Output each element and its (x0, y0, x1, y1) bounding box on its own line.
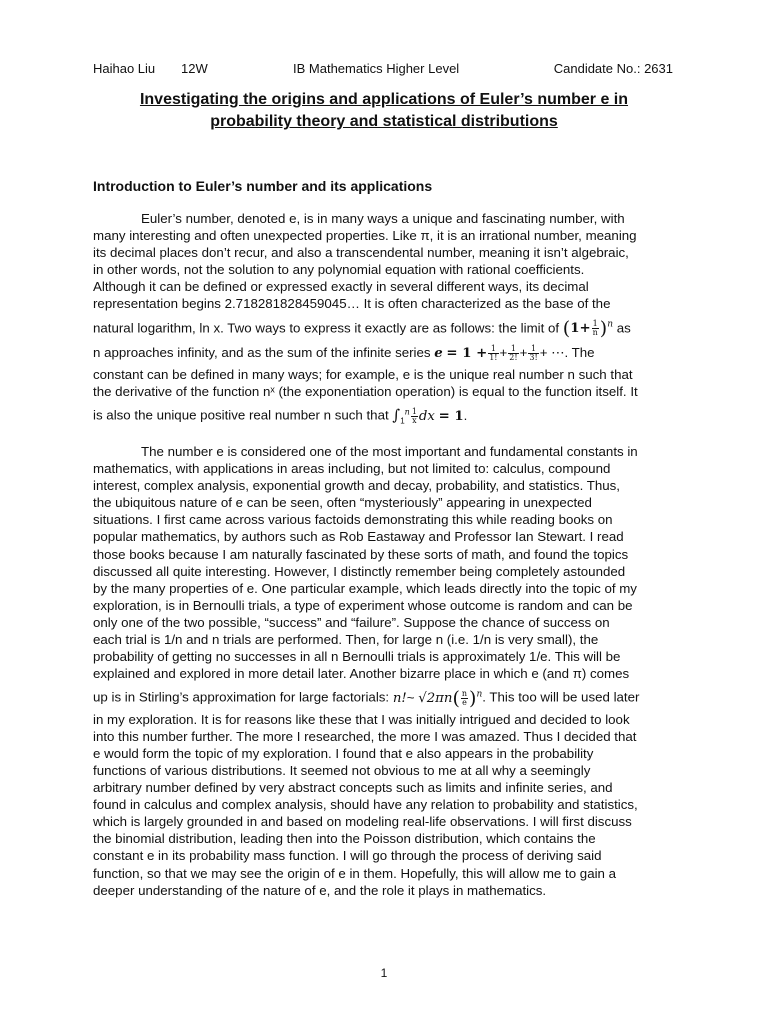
p1-line: is also the unique positive real number n such that (93, 407, 389, 423)
p2-line: deeper understanding of the nature of e, and the role it plays in mathematics. (93, 882, 547, 898)
paragraph-2 (93, 443, 673, 899)
p2-line: e would form the topic of my exploration. I found that e also appears in the probability (93, 745, 594, 761)
p2-line: popular mathematics, by authors such as Rob Eastaway and Professor Ian Stewart. I read (93, 529, 624, 545)
p1-line: representation begins 2.718281828459045… It is often characterized as the base of the (93, 296, 611, 312)
p1-line: Euler’s number, denoted e, is in many ways a unique and fascinating number, with (141, 211, 625, 226)
candidate-number: Candidate No.: 2631 (553, 61, 673, 76)
paragraph-1 (93, 210, 673, 433)
course-name: IB Mathematics Higher Level (293, 61, 460, 76)
p1-line: Although it can be defined or expressed exactly in several different ways, its decimal (93, 279, 589, 295)
p2-line: only one of the two possible, “success” and “failure”. Suppose the chance of success on (93, 614, 610, 630)
p1-line: n approaches infinity, and as the sum of the infinite series (93, 344, 431, 360)
p1-line: constant can be defined in many ways; for example, e is the unique real number n such that (93, 366, 633, 382)
p1-line: its decimal places don’t recur, and also a transcendental number, meaning it isn’t algebraic, (93, 245, 629, 261)
document-title (93, 89, 675, 133)
p2-line: arbitrary number defined by very abstract concepts such as limits and infinite series, and (93, 780, 613, 796)
p1-line: in other words, not the solution to any polynomial equation with rational coefficients. (93, 262, 585, 278)
title-line-2: probability theory and statistical distributions (210, 113, 558, 130)
p2-line: situations. I first came across various factoids demonstrating this while reading books on (93, 512, 613, 528)
p2-line: in my exploration. It is for reasons like these that I was initially intrigued and decided to look (93, 711, 630, 727)
p2-line: . This too will be used later (482, 689, 640, 705)
p2-line: into this number further. The more I researched, the more I was amazed. Thus I decided that (93, 728, 637, 744)
p1-line: many interesting and often unexpected properties. Like π, it is an irrational number, meaning (93, 228, 637, 244)
p2-line: the binomial distribution, leading then into the Poisson distribution, which contains the (93, 831, 596, 847)
page-header (93, 61, 675, 79)
p2-line: constant e in its probability mass function. I will go through the process of deriving said (93, 848, 602, 864)
p2-line: exploration, is in Bernoulli trials, a type of experiment whose outcome is random and can be (93, 597, 633, 613)
p1-line: . The (564, 344, 595, 360)
page-number: 1 (380, 966, 388, 980)
p2-line: interest, complex analysis, exponential growth and decay, probability, and statistics. Thus, (93, 478, 620, 494)
stirling-formula: n!~ √2πn( $\frac{n}{e}$ )$^n$ (392, 687, 483, 710)
integral-formula: $\int_1^n$ $\frac{1}{x}$ dx = 1. (392, 405, 468, 426)
p2-line: found in calculus and complex analysis, should have any relation to probability and statistics, (93, 797, 638, 813)
p1-line: the derivative of the function nˣ (the exponentiation operation) is equal to the function itself. It (93, 384, 638, 400)
title-line-1: Investigating the origins and applications of Euler’s number e in (139, 91, 629, 108)
p1-line: natural logarithm, ln x. Two ways to express it exactly are as follows: the limit of (93, 319, 560, 335)
p2-line: up is in Stirling’s approximation for large factorials: (93, 689, 390, 705)
p2-line: each trial is 1/n and n trials are performed. Then, for large n (i.e. 1/n is very small), the (93, 632, 599, 648)
p1-line: as (616, 319, 631, 335)
section-heading: Introduction to Euler’s number and its applications (93, 178, 433, 194)
p2-line: functions of various distributions. It seemed not obvious to me at all why a seemingly (93, 763, 591, 779)
p2-line: those books because I am naturally fascinated by these sorts of math, and found the topics (93, 546, 629, 562)
class-code: 12W (181, 61, 208, 76)
p2-line: discussed all quite interesting. However, I distinctly remember being completely astounded (93, 563, 626, 579)
p2-line: The number e is considered one of the most important and fundamental constants in (141, 444, 638, 459)
p2-line: function, so that we may see the origin of e in them. Hopefully, this will allow me to gain a (93, 865, 617, 881)
p2-line: probability of getting no successes in all n Bernoulli trials is approximately 1/e. This will be (93, 649, 621, 665)
p2-line: the ubiquitous nature of e can be seen, often “mysteriously” appearing in unexpected (93, 495, 592, 511)
limit-formula: (1+ $\frac{1}{n}$ )$^n$ (562, 317, 613, 340)
author-name: Haihao Liu (93, 61, 156, 76)
series-formula: e = 1 + $\frac{1}{1!}$ + $\frac{1}{2!}$ + $\frac{1}{3!}$ + ⋯ (434, 343, 565, 362)
p2-line: by the many properties of e. One particular example, which leads directly into the topic of my (93, 580, 637, 596)
p2-line: which is largely grounded in and based on modeling real-life observations. I will first discuss (93, 814, 632, 830)
p2-line: mathematics, with applications in areas including, but not limited to: calculus, compound (93, 461, 611, 477)
p2-line: explained and explored in more detail later. Another bizarre place in which e (and π) comes (93, 666, 630, 682)
